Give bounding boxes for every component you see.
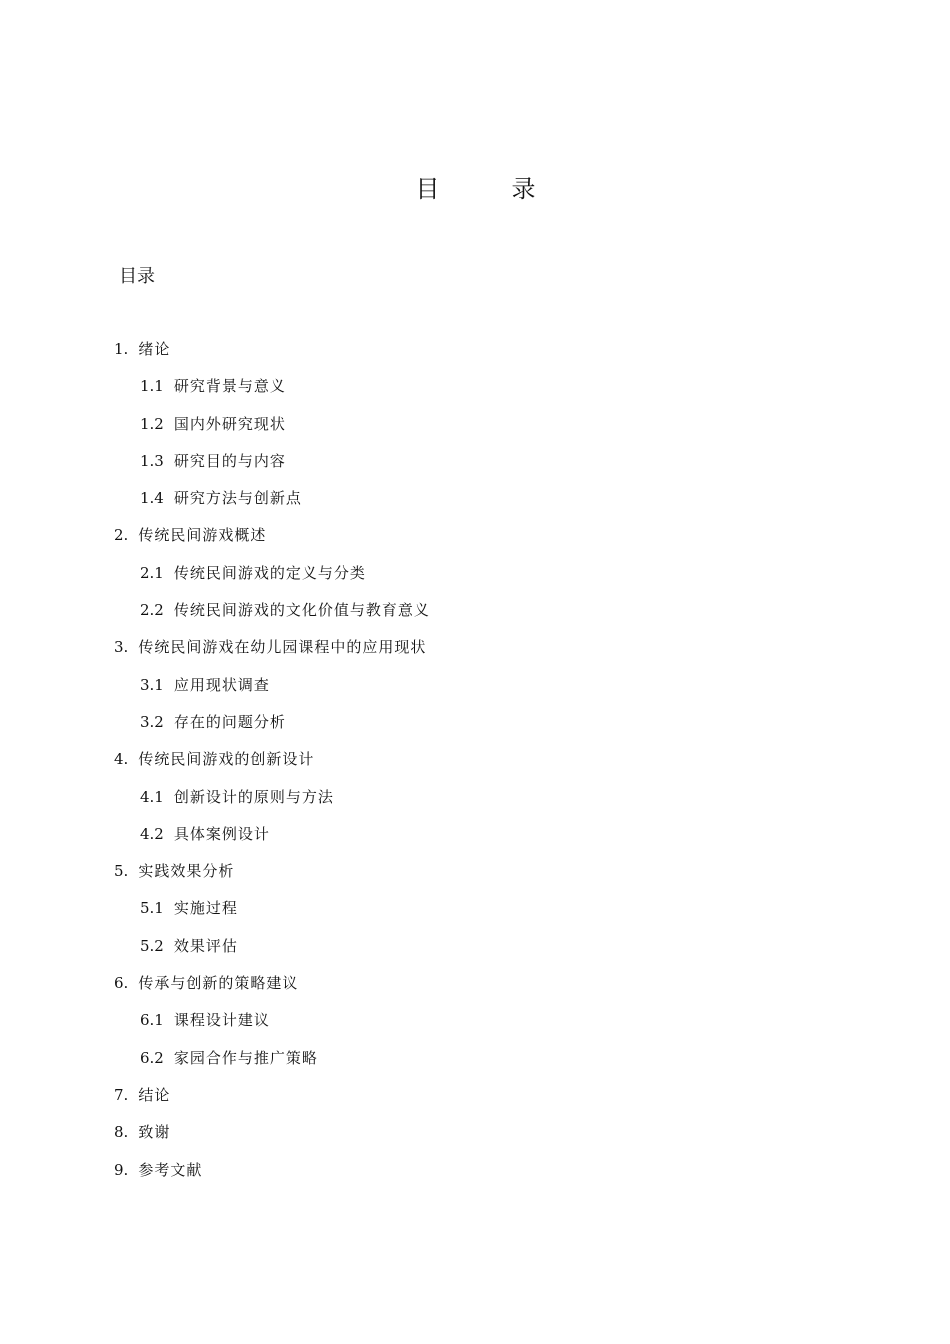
toc-entry-number: 5. <box>114 862 129 881</box>
table-of-contents <box>0 339 950 1197</box>
toc-heading: 目录 <box>119 266 155 287</box>
toc-entry-number: 6.1 <box>140 1011 164 1030</box>
toc-entry-number: 1.3 <box>140 451 164 470</box>
toc-entry-title: 参考文献 <box>138 1160 203 1179</box>
toc-entry[interactable] <box>0 637 950 674</box>
toc-entry-number: 1. <box>114 340 129 358</box>
toc-entry-title: 传统民间游戏的文化价值与教育意义 <box>173 601 430 620</box>
toc-entry-title: 研究目的与内容 <box>173 451 286 470</box>
toc-entry[interactable] <box>0 339 950 376</box>
toc-entry-title: 绪论 <box>138 340 171 358</box>
toc-entry-title: 传统民间游戏概述 <box>138 526 267 545</box>
toc-entry-number: 1.2 <box>140 414 164 433</box>
toc-entry[interactable] <box>0 861 950 898</box>
toc-entry-number: 6. <box>114 974 129 993</box>
toc-entry-title: 存在的问题分析 <box>173 712 286 731</box>
toc-entry-number: 4.1 <box>140 787 164 806</box>
toc-entry-title: 传统民间游戏在幼儿园课程中的应用现状 <box>138 638 427 657</box>
toc-entry-number: 2.2 <box>140 601 164 620</box>
toc-entry[interactable] <box>0 414 950 451</box>
toc-entry-number: 2.1 <box>140 563 164 582</box>
toc-entry-number: 2. <box>114 526 129 545</box>
toc-entry-number: 1.4 <box>140 489 164 508</box>
toc-entry-title: 结论 <box>138 1085 171 1104</box>
toc-entry-number: 3.2 <box>140 712 164 731</box>
toc-entry-title: 研究方法与创新点 <box>173 489 302 508</box>
toc-entry-number: 4.2 <box>140 824 164 843</box>
toc-entry[interactable] <box>0 525 950 562</box>
toc-entry[interactable] <box>0 824 950 861</box>
toc-entry[interactable] <box>0 787 950 824</box>
toc-entry-title: 传统民间游戏的创新设计 <box>138 750 315 769</box>
toc-entry-number: 3. <box>114 638 129 657</box>
toc-entry[interactable] <box>0 675 950 712</box>
toc-entry-title: 具体案例设计 <box>173 824 270 843</box>
toc-entry-title: 传承与创新的策略建议 <box>138 974 299 993</box>
toc-entry-title: 效果评估 <box>173 936 238 955</box>
toc-entry-title: 实践效果分析 <box>138 862 235 881</box>
toc-entry[interactable] <box>0 451 950 488</box>
toc-entry-number: 9. <box>114 1160 129 1179</box>
toc-entry[interactable] <box>0 563 950 600</box>
toc-entry[interactable] <box>0 898 950 935</box>
toc-entry-title: 家园合作与推广策略 <box>173 1048 318 1067</box>
toc-entry-number: 8. <box>114 1123 129 1142</box>
toc-entry-title: 课程设计建议 <box>173 1011 270 1030</box>
toc-entry[interactable] <box>0 1160 950 1197</box>
toc-entry[interactable] <box>0 973 950 1010</box>
toc-entry-title: 传统民间游戏的定义与分类 <box>173 563 366 582</box>
toc-entry-title: 创新设计的原则与方法 <box>173 787 334 806</box>
toc-entry-title: 研究背景与意义 <box>173 377 286 396</box>
toc-entry[interactable] <box>0 936 950 973</box>
toc-entry-number: 5.1 <box>140 899 164 918</box>
toc-entry[interactable] <box>0 1010 950 1047</box>
toc-entry-number: 3.1 <box>140 675 164 694</box>
toc-entry-number: 7. <box>114 1085 129 1104</box>
toc-entry-title: 应用现状调查 <box>173 675 270 694</box>
toc-entry[interactable] <box>0 1048 950 1085</box>
toc-entry-title: 国内外研究现状 <box>173 414 286 433</box>
toc-entry-number: 1.1 <box>140 377 164 396</box>
toc-entry[interactable] <box>0 600 950 637</box>
toc-entry-title: 实施过程 <box>173 899 238 918</box>
toc-entry-title: 致谢 <box>138 1123 171 1142</box>
toc-entry[interactable] <box>0 749 950 786</box>
toc-entry-number: 6.2 <box>140 1048 164 1067</box>
toc-entry[interactable] <box>0 488 950 525</box>
toc-entry[interactable] <box>0 1122 950 1159</box>
toc-entry[interactable] <box>0 376 950 413</box>
toc-entry[interactable] <box>0 712 950 749</box>
toc-entry[interactable] <box>0 1085 950 1122</box>
toc-entry-number: 5.2 <box>140 936 164 955</box>
page-title: 目 录 <box>415 175 560 203</box>
toc-entry-number: 4. <box>114 750 129 769</box>
